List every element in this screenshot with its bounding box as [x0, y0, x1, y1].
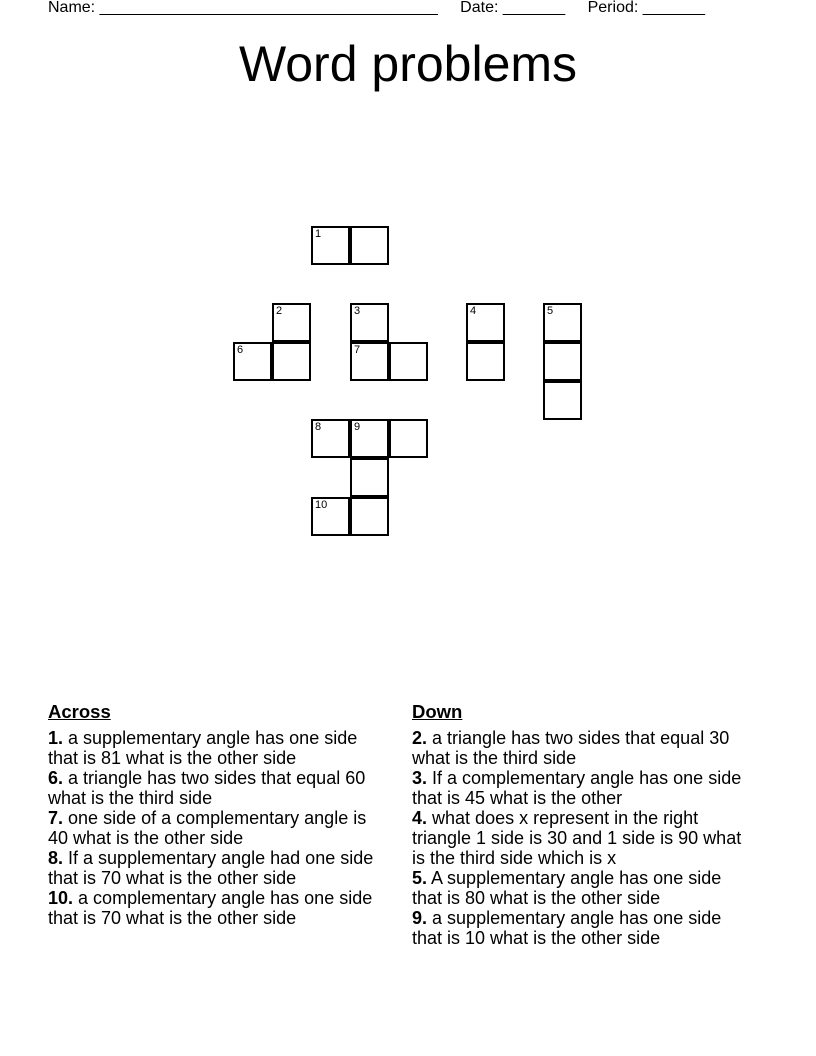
across-heading: Across: [48, 701, 111, 722]
crossword-cell[interactable]: [543, 303, 582, 342]
clue-number: 10.: [48, 888, 74, 908]
crossword-cell[interactable]: [466, 303, 505, 342]
crossword-cell[interactable]: [543, 342, 582, 381]
clue-item: [412, 868, 752, 908]
clue-text: a supplementary angle has one side that is 10 what is the other side: [412, 908, 722, 948]
crossword-cell[interactable]: [311, 419, 350, 458]
clue-item: [412, 728, 752, 768]
clue-item: [48, 848, 388, 888]
clue-number: 6.: [48, 768, 64, 788]
clue-number: 5.: [412, 868, 428, 888]
crossword-cell[interactable]: [350, 458, 389, 497]
clue-number: 4: [470, 305, 477, 317]
clue-number: 8: [315, 421, 322, 433]
clue-number: 10: [315, 499, 328, 511]
clue-text: what does x represent in the right triangle 1 side is 30 and 1 side is 90 what is the third side which is x: [412, 808, 742, 868]
crossword-cell[interactable]: [233, 342, 272, 381]
clue-number: 3.: [412, 768, 428, 788]
crossword-cell[interactable]: [350, 226, 389, 265]
period-field[interactable]: Period: _______: [587, 0, 706, 16]
clue-number: 5: [547, 305, 554, 317]
page-title: Word problems: [238, 36, 578, 92]
clue-text: If a complementary angle has one side that is 45 what is the other: [412, 768, 742, 808]
crossword-cell[interactable]: [350, 342, 389, 381]
clue-number: 2.: [412, 728, 428, 748]
clue-text: a supplementary angle has one side that is 81 what is the other side: [48, 728, 358, 768]
clue-number: 6: [237, 344, 244, 356]
clue-item: [48, 768, 388, 808]
clue-item: [48, 808, 388, 848]
crossword-cell[interactable]: [350, 303, 389, 342]
crossword-cell[interactable]: [389, 419, 428, 458]
clue-item: [48, 728, 388, 768]
down-heading: Down: [412, 701, 463, 722]
clue-number: 2: [276, 305, 283, 317]
down-clues: [412, 702, 752, 948]
crossword-cell[interactable]: [272, 303, 311, 342]
clue-item: [412, 768, 752, 808]
clue-text: a complementary angle has one side that is 70 what is the other side: [48, 888, 373, 928]
clue-number: 7.: [48, 808, 64, 828]
clue-number: 9: [354, 421, 361, 433]
student-info-line: [48, 0, 768, 18]
crossword-cell[interactable]: [466, 342, 505, 381]
crossword-cell[interactable]: [389, 342, 428, 381]
clue-item: [412, 808, 752, 868]
clue-text: If a supplementary angle had one side that is 70 what is the other side: [48, 848, 374, 888]
clue-text: a triangle has two sides that equal 60 what is the third side: [48, 768, 366, 808]
crossword-cell[interactable]: [272, 342, 311, 381]
date-field[interactable]: Date: _______: [460, 0, 566, 16]
clue-text: one side of a complementary angle is 40 what is the other side: [48, 808, 367, 848]
clue-text: A supplementary angle has one side that is 80 what is the other side: [412, 868, 722, 908]
crossword-cell[interactable]: [311, 226, 350, 265]
clue-number: 8.: [48, 848, 64, 868]
clue-number: 1: [315, 228, 322, 240]
crossword-cell[interactable]: [350, 419, 389, 458]
crossword-cell[interactable]: [311, 497, 350, 536]
crossword-cell[interactable]: [350, 497, 389, 536]
across-clues: [48, 702, 388, 928]
clue-number: 9.: [412, 908, 428, 928]
crossword-cell[interactable]: [543, 381, 582, 420]
clue-number: 3: [354, 305, 361, 317]
clue-number: 4.: [412, 808, 428, 828]
clue-text: a triangle has two sides that equal 30 what is the third side: [412, 728, 730, 768]
clue-number: 1.: [48, 728, 64, 748]
clue-number: 7: [354, 344, 361, 356]
clue-item: [48, 888, 388, 928]
clue-item: [412, 908, 752, 948]
name-field[interactable]: Name: ______________________________________: [48, 0, 438, 16]
